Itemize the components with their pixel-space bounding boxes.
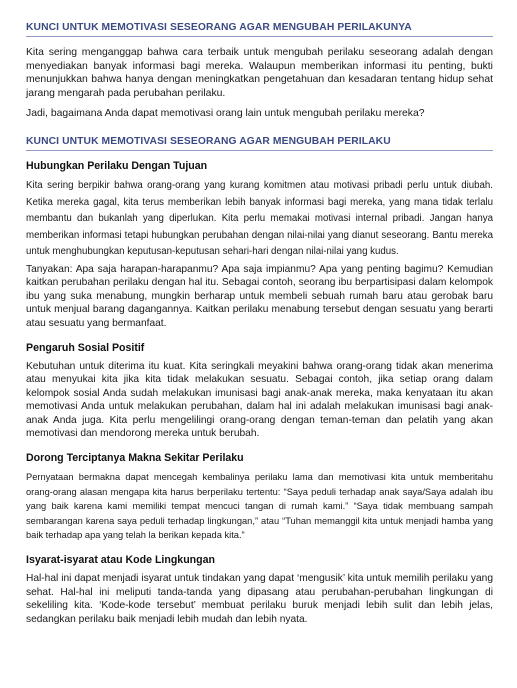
- meaning-paragraph: Pernyataan bermakna dapat mencegah kembalinya perilaku lama dan memotivasi kita untuk memberitahu orang-orang alasan mengapa kita harus berperilaku tertentu: “Saya peduli terhadap anak saya/Saya adalah ibu yang baik karena kami memiliki tempat mencuci tangan di rumah kami.” “Saya tidak membuang sampah sembarangan karena saya peduli terhadap lingkungan,” atau “Tuhan memanggil kita untuk menjadi hamba yang baik terhadap apa yang telah la berikan kepada kita.”: [26, 472, 493, 541]
- section-heading: KUNCI UNTUK MEMOTIVASI SESEORANG AGAR MENGUBAH PERILAKU: [26, 136, 493, 151]
- subheading-goals: Hubungkan Perilaku Dengan Tujuan: [26, 159, 208, 172]
- social-paragraph: Kebutuhan untuk diterima itu kuat. Kita seringkali meyakini bahwa orang-orang tidak akan menerima atau menyukai kita jika kita tidak melakukan sesuatu. Sebagai contoh, jika setiap orang dalam kelompok sosial Anda sudah melakukan imunisasi bagi anak-anak mereka, maka kenyataan itu akan memotivasi Anda untuk melakukan perubahan, dalam hal ini adalah melakukan imunisasi bagi anak-anak Anda juga. Kita perlu mengelilingi orang-orang dengan teman-teman dan pelatih yang akan memotivasi dan mendorong mereka untuk berubah.: [26, 360, 493, 439]
- goals-paragraph-2: Tanyakan: Apa saja harapan-harapanmu? Apa saja impianmu? Apa yang penting bagimu? Kemudian kaitkan perubahan perilaku dengan hal itu. Sebagai contoh, seorang ibu berpartisipasi dalam kelompok ibu yang suka menabung, mungkin berharap untuk membeli sebuah rumah baru atau gerobak baru untuk menjual barang dagangannya. Kaitkan perilaku menabung tersebut dengan sesuatu yang berarti atau sesuatu yang bermanfaat.: [26, 263, 493, 329]
- cues-paragraph: Hal-hal ini dapat menjadi isyarat untuk tindakan yang dapat ‘mengusik’ kita untuk memilih perilaku yang sehat. Hal-hal ini meliputi tanda-tanda yang dipasang atau perubahan-perubahan lingkungan di sekeliling kita. ‘Kode-kode tersebut’ membuat perilaku buruk menjadi lebih sulit dan lebih jelas, sedangkan perilaku baik menjadi lebih mudah dan lebih nyata.: [26, 573, 493, 625]
- subheading-social: Pengaruh Sosial Positif: [26, 341, 145, 354]
- intro-question: Jadi, bagaimana Anda dapat memotivasi orang lain untuk mengubah perilaku mereka?: [26, 108, 425, 120]
- subheading-meaning: Dorong Terciptanya Makna Sekitar Perilaku: [26, 452, 244, 465]
- subheading-cues: Isyarat-isyarat atau Kode Lingkungan: [26, 554, 215, 567]
- intro-paragraph: Kita sering menganggap bahwa cara terbaik untuk mengubah perilaku seseorang adalah dengan menyediakan banyak informasi bagi mereka. Walaupun memberikan informasi itu penting, bukti menunjukkan bahwa hanya dengan meningkatkan pengetahuan dan kesadaran tentang hidup sehat jarang mengarah pada perubahan perilaku.: [26, 47, 493, 99]
- goals-paragraph-1: Kita sering berpikir bahwa orang-orang yang kurang komitmen atau motivasi pribadi perlu untuk diubah. Ketika mereka gagal, kita terus memberikan lebih banyak informasi bagi mereka, yang mana tidak terlalu membantu dan bukanlah yang diperlukan. Kita perlu memakai motivasi internal pribadi. Jangan hanya memberikan informasi tetapi hubungkan perubahan dengan nilai-nilai yang dianut seseorang. Bantu mereka untuk menghubungkan keputusan-keputusan sehari-hari dengan nilai-nilai yang kudus.: [26, 179, 493, 258]
- main-heading: KUNCI UNTUK MEMOTIVASI SESEORANG AGAR MENGUBAH PERILAKUNYA: [26, 22, 493, 37]
